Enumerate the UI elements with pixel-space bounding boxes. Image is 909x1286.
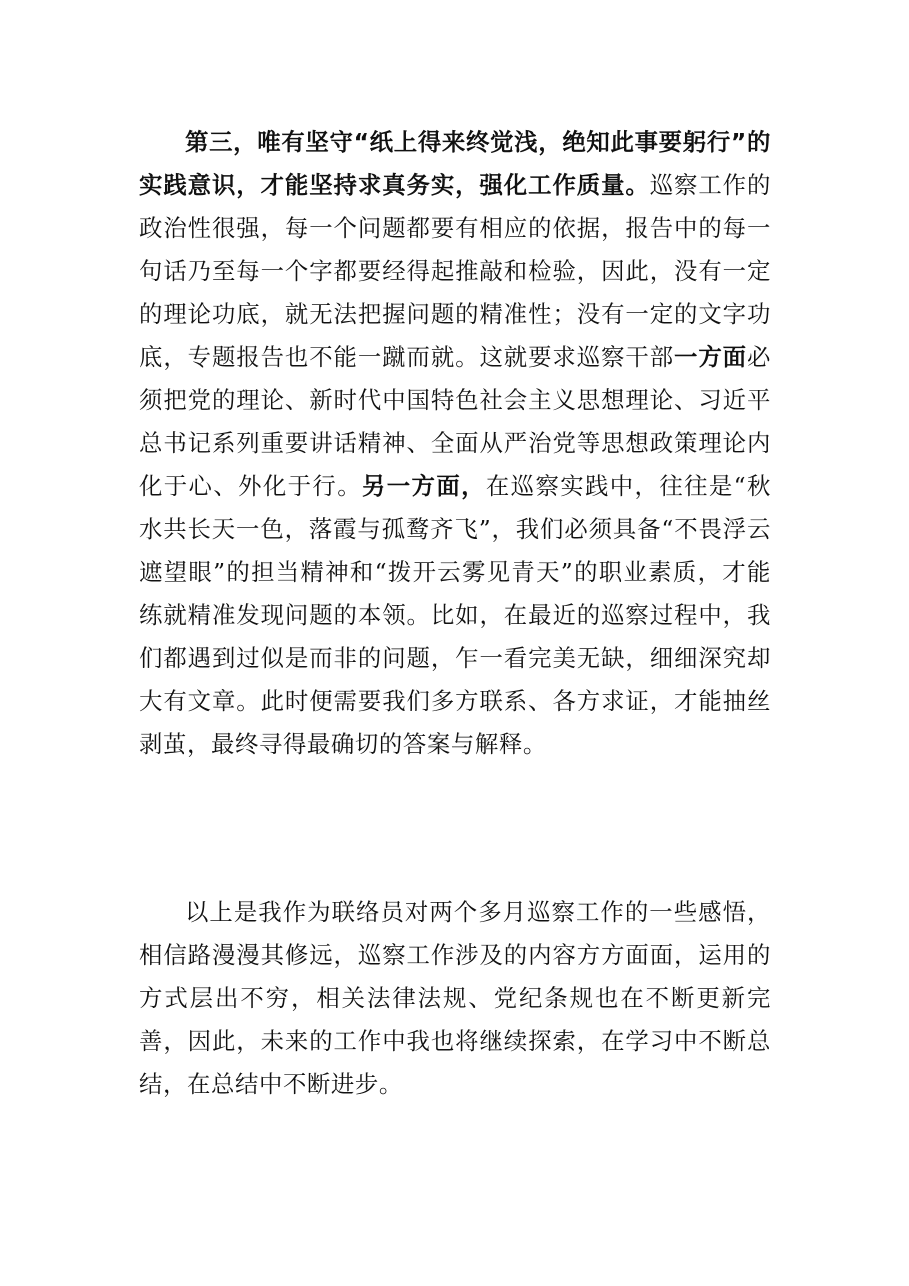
paragraph-lead-heading: 第三，唯有坚守“纸上得来终觉浅，绝知此事要躬行”的实践意识，才能坚持求真务实，强化工作质量。 bbox=[139, 128, 771, 199]
body-paragraph-1 bbox=[139, 121, 771, 766]
paragraph-text-segment-c: 在巡察实践中，往往是“秋水共长天一色，落霞与孤鹜齐飞”，我们必须具备“不畏浮云遮望眼”的担当精神和“拨开云雾见青天”的职业素质，才能练就精准发现问题的本领。比如，在最近的巡察过程中，我们都遇到过似是而非的问题，乍一看完美无缺，细细深究却大有文章。此时便需要我们多方联系、各方求证，才能抽丝剥茧，最终寻得最确切的答案与解释。 bbox=[139, 472, 771, 758]
body-paragraph-2: 以上是我作为联络员对两个多月巡察工作的一些感悟，相信路漫漫其修远，巡察工作涉及的内容方方面面，运用的方式层出不穷，相关法律法规、党纪条规也在不断更新完善，因此，未来的工作中我也将继续探索，在学习中不断总结，在总结中不断进步。 bbox=[139, 898, 771, 1098]
paragraph-text-segment-a: 巡察工作的政治性很强，每一个问题都要有相应的依据，报告中的每一句话乃至每一个字都要经得起推敲和检验，因此，没有一定的理论功底，就无法把握问题的精准性；没有一定的文字功底，专题报告也不能一蹴而就。这就要求巡察干部 bbox=[139, 171, 771, 371]
emphasis-other-side: 另一方面， bbox=[362, 472, 486, 500]
paragraph-text-segment-b: 必须把党的理论、新时代中国特色社会主义思想理论、习近平总书记系列重要讲话精神、全面从严治党等思想政策理论内化于心、外化于行。 bbox=[139, 343, 771, 500]
emphasis-one-side: 一方面 bbox=[674, 343, 747, 371]
